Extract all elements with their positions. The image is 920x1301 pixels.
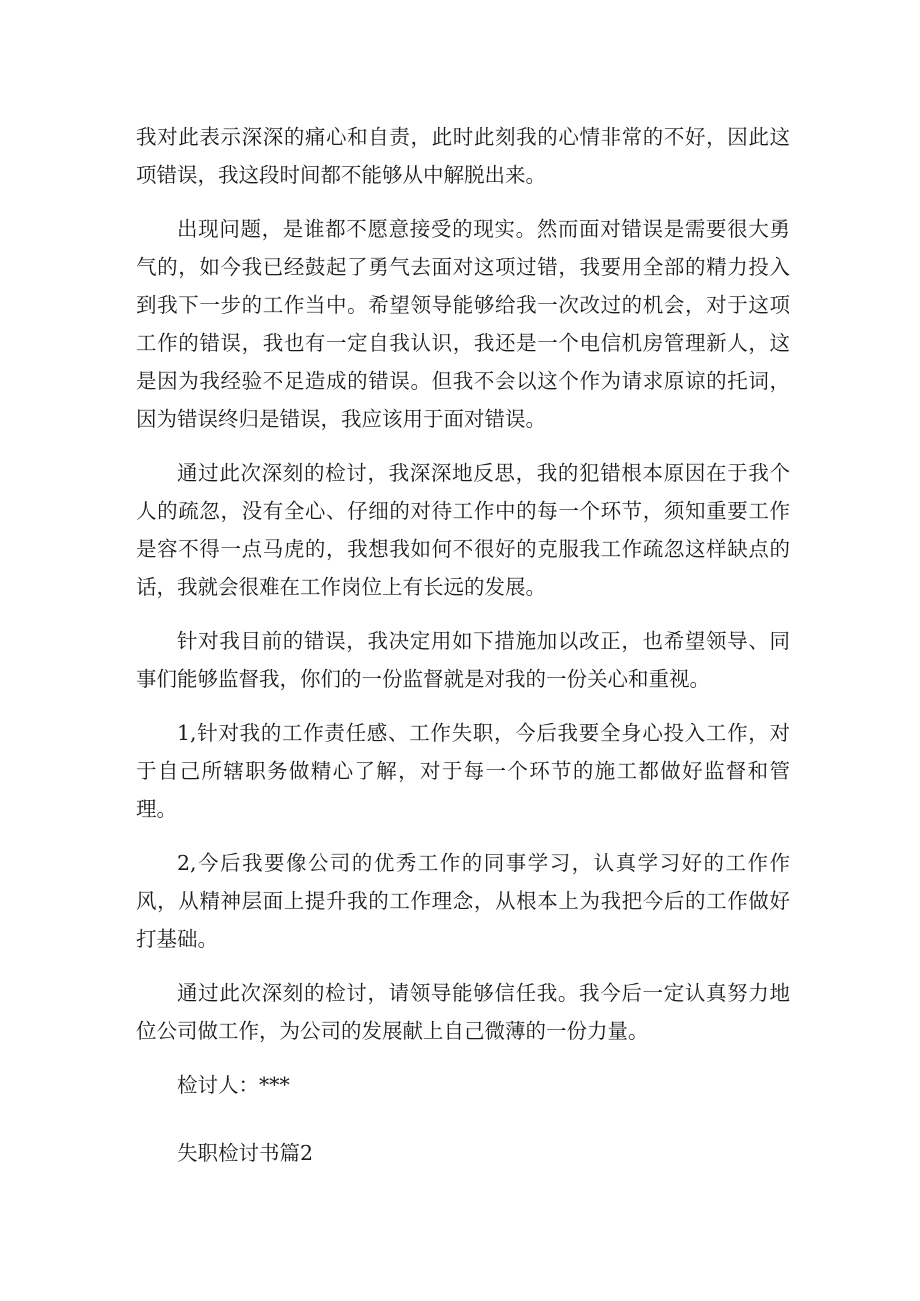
- section-title: 失职检讨书篇2: [177, 1141, 314, 1165]
- paragraph-4: 针对我目前的错误，我决定用如下措施加以改正，也希望领导、同事们能够监督我，你们的一份监督就是对我的一份关心和重视。: [136, 629, 790, 691]
- paragraph-3: 通过此次深刻的检讨，我深深地反思，我的犯错根本原因在于我个人的疏忽，没有全心、仔细的对待工作中的每一个环节，须知重要工作是容不得一点马虎的，我想我如何不很好的克服我工作疏忽这样缺点的话，我就会很难在工作岗位上有长远的发展。: [136, 461, 790, 599]
- document-body: [136, 118, 790, 1202]
- paragraph-1: 我对此表示深深的痛心和自责，此时此刻我的心情非常的不好，因此这项错误，我这段时间都不能够从中解脱出来。: [136, 125, 790, 187]
- paragraph-2: 出现问题，是谁都不愿意接受的现实。然而面对错误是需要很大勇气的，如今我已经鼓起了勇气去面对这项过错，我要用全部的精力投入到我下一步的工作当中。希望领导能够给我一次改过的机会，对于这项工作的错误，我也有一定自我认识，我还是一个电信机房管理新人，这是因为我经验不足造成的错误。但我不会以这个作为请求原谅的托词，因为错误终归是错误，我应该用于面对错误。: [136, 217, 790, 431]
- paragraph-5: 1,针对我的工作责任感、工作失职，今后我要全身心投入工作，对于自己所辖职务做精心了解，对于每一个环节的施工都做好监督和管理。: [136, 721, 790, 821]
- signature-line: 检讨人：***: [177, 1073, 290, 1097]
- paragraph-7: 通过此次深刻的检讨，请领导能够信任我。我今后一定认真努力地位公司做工作，为公司的发展献上自己微薄的一份力量。: [136, 981, 790, 1043]
- paragraph-6: 2,今后我要像公司的优秀工作的同事学习，认真学习好的工作作风，从精神层面上提升我的工作理念，从根本上为我把今后的工作做好打基础。: [136, 851, 790, 951]
